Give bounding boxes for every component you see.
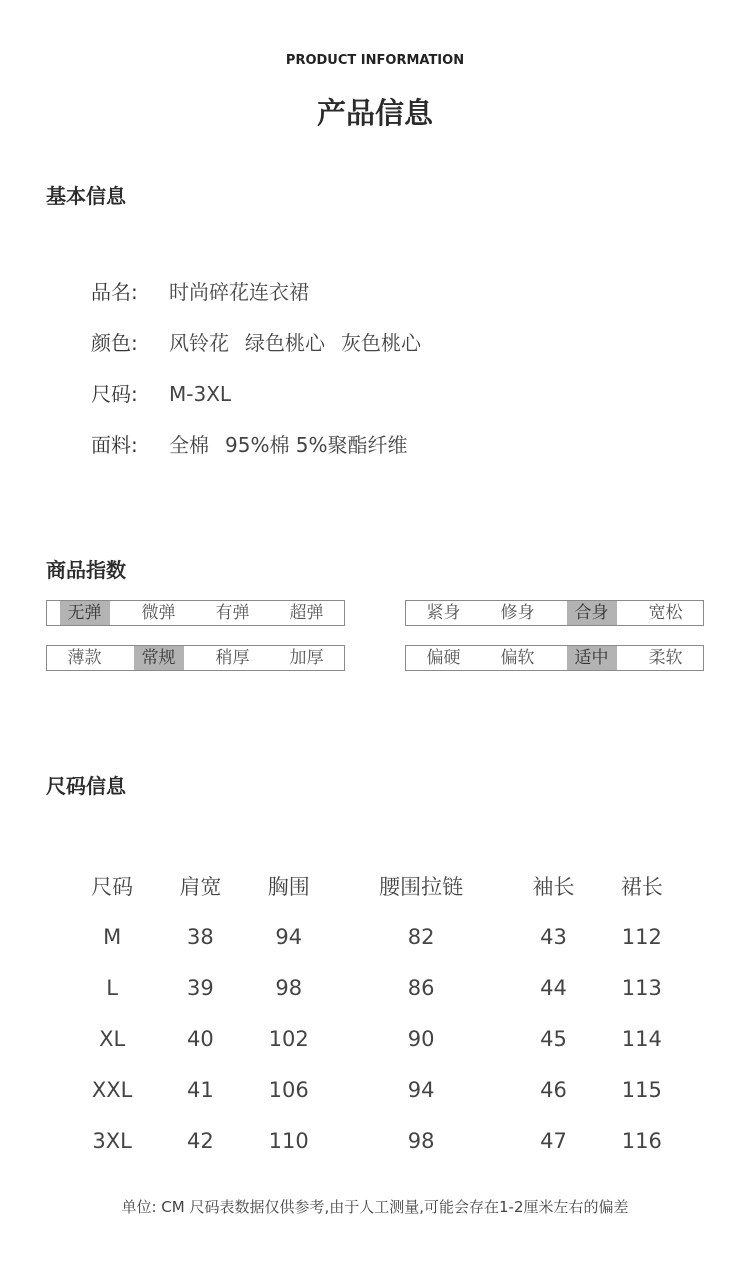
size-table-cell: 47 (540, 1128, 567, 1153)
size-table-cell: 44 (540, 975, 567, 1000)
size-table-cell: 41 (187, 1077, 214, 1102)
size-table-cell: 46 (540, 1077, 567, 1102)
index-scale (405, 645, 704, 671)
size-table-header-cell: 袖长 (532, 874, 575, 899)
index-option: 宽松 (648, 603, 683, 623)
basic-info-key: 品名: (91, 280, 138, 304)
size-table-header-cell: 肩宽 (179, 874, 222, 899)
basic-info-value (169, 276, 325, 305)
size-table-cell: 98 (407, 1128, 435, 1153)
index-scale (46, 600, 345, 626)
size-table-cell: 110 (268, 1128, 309, 1153)
size-table-cell: 90 (407, 1026, 435, 1051)
basic-info-value (169, 382, 247, 406)
size-table (68, 860, 686, 1166)
table-row (68, 911, 686, 962)
size-table-cell: L (106, 975, 118, 1000)
size-table-header-cell: 胸围 (267, 874, 310, 899)
table-row (68, 1064, 686, 1115)
size-table-cell: 40 (187, 1026, 214, 1051)
basic-info-key: 尺码: (91, 382, 138, 406)
index-option: 有弹 (215, 603, 250, 623)
table-row (68, 962, 686, 1013)
size-table-cell: 42 (187, 1128, 214, 1153)
size-table-cell: 94 (275, 924, 303, 949)
size-table-header-cell: 腰围拉链 (379, 874, 464, 899)
basic-info-value-item: M-3XL (169, 382, 232, 406)
size-table-cell: 94 (407, 1077, 435, 1102)
basic-info-value-item: 灰色桃心 (341, 331, 421, 355)
index-option: 紧身 (426, 603, 461, 623)
index-option-selected: 适中 (567, 646, 617, 670)
size-info-heading: 尺码信息 (46, 774, 126, 798)
size-table-cell: 38 (187, 924, 214, 949)
index-option: 薄款 (67, 648, 102, 668)
size-table-cell: XXL (91, 1077, 133, 1102)
index-scale (46, 645, 345, 671)
index-option: 柔软 (648, 648, 683, 668)
index-option: 偏软 (500, 648, 535, 668)
product-index-heading: 商品指数 (46, 558, 126, 582)
index-option: 加厚 (289, 648, 324, 668)
basic-info-key: 面料: (91, 433, 138, 457)
basic-info-value-item: 风铃花 (169, 331, 229, 355)
basic-info-value-item: 时尚碎花连衣裙 (169, 280, 309, 304)
eyebrow-label: PRODUCT INFORMATION (285, 53, 465, 68)
size-table-cell: 114 (621, 1026, 662, 1051)
basic-info-value (169, 429, 424, 458)
index-option: 稍厚 (215, 648, 250, 668)
basic-info-value (169, 327, 437, 356)
index-option-selected: 合身 (567, 601, 617, 625)
index-option-selected: 常规 (134, 646, 184, 670)
index-option: 微弹 (141, 603, 176, 623)
size-table-cell: 86 (407, 975, 435, 1000)
size-table-cell: 43 (540, 924, 567, 949)
size-table-cell: 45 (540, 1026, 567, 1051)
size-table-cell: 3XL (92, 1128, 132, 1153)
size-table-cell: XL (99, 1026, 126, 1051)
size-table-cell: 39 (187, 975, 214, 1000)
basic-info-row (91, 378, 247, 408)
basic-info-value-item: 绿色桃心 (245, 331, 325, 355)
index-scale (405, 600, 704, 626)
size-table-header-cell: 裙长 (620, 874, 663, 899)
basic-info-value-item: 95%棉 5%聚酯纤维 (225, 433, 408, 457)
size-table-cell: 102 (268, 1026, 309, 1051)
table-row (68, 1115, 686, 1166)
basic-info-row (91, 327, 437, 357)
basic-info-row (91, 429, 424, 459)
size-table-cell: 115 (621, 1077, 662, 1102)
size-table-cell: 116 (621, 1128, 662, 1153)
basic-info-key: 颜色: (91, 331, 138, 355)
size-table-cell: 106 (268, 1077, 309, 1102)
size-table-cell: 98 (275, 975, 303, 1000)
size-table-header (68, 860, 686, 911)
table-row (68, 1013, 686, 1064)
size-table-cell: 113 (621, 975, 662, 1000)
basic-info-row (91, 276, 325, 306)
index-option-selected: 无弹 (60, 601, 110, 625)
size-footnote: 单位: CM 尺码表数据仅供参考,由于人工测量,可能会存在1-2厘米左右的偏差 (121, 1198, 629, 1216)
size-table-cell: M (103, 924, 122, 949)
index-option: 修身 (500, 603, 535, 623)
basic-info-heading: 基本信息 (46, 184, 126, 208)
size-table-cell: 82 (407, 924, 435, 949)
size-table-header-cell: 尺码 (91, 874, 134, 899)
size-table-cell: 112 (621, 924, 662, 949)
page-title: 产品信息 (316, 96, 433, 130)
index-option: 偏硬 (426, 648, 461, 668)
index-option: 超弹 (289, 603, 324, 623)
basic-info-value-item: 全棉 (169, 433, 209, 457)
